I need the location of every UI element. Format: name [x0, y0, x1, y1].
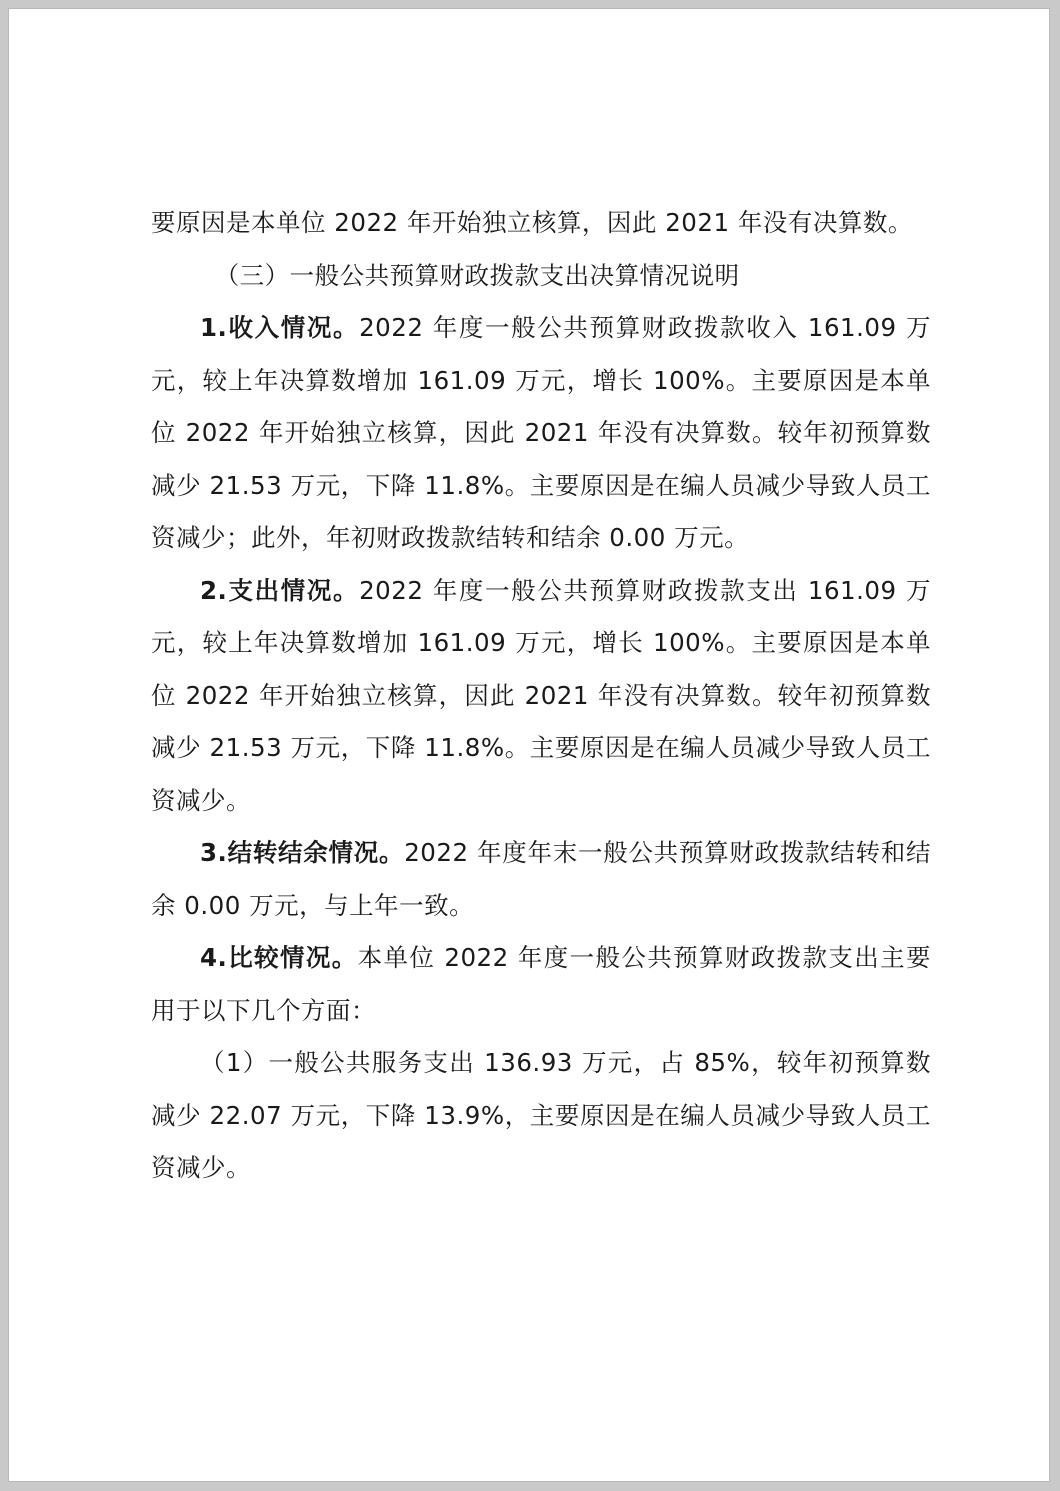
- paragraph-carryover: [151, 827, 931, 932]
- document-page: [8, 8, 1050, 1482]
- section-heading: （三）一般公共预算财政拨款支出决算情况说明: [214, 260, 740, 290]
- comparison-label: 4.比较情况。: [200, 943, 358, 972]
- comparison-text: 本单位 2022 年度一般公共预算财政拨款支出主要用于以下几个方面：: [151, 943, 931, 1025]
- income-label: 1.收入情况。: [200, 313, 360, 342]
- carryover-label: 3.结转结余情况。: [200, 838, 405, 867]
- paragraph-public-service: （1）一般公共服务支出 136.93 万元，占 85%，较年初预算数减少 22.07 万元，下降 13.9%，主要原因是在编人员减少导致人员工资减少。: [151, 1048, 931, 1182]
- income-text: 2022 年度一般公共预算财政拨款收入 161.09 万元，较上年决算数增加 161.09 万元，增长 100%。主要原因是本单位 2022 年开始独立核算，因此 2021 年没有决算数。较年初预算数减少 21.53 万元，下降 11.8%。主要原因是在编人员减少导致人员工资减少；此外，年初财政拨款结转和结余 0.00 万元。: [151, 313, 931, 552]
- paragraph-comparison: [151, 932, 931, 1037]
- paragraph-continuation: 要原因是本单位 2022 年开始独立核算，因此 2021 年没有决算数。: [151, 208, 913, 237]
- expenditure-label: 2.支出情况。: [200, 575, 360, 605]
- carryover-text: 2022 年度年末一般公共预算财政拨款结转和结余 0.00 万元，与上年一致。: [151, 838, 931, 920]
- paragraph-income: [151, 302, 931, 565]
- paragraph-expenditure: [151, 565, 931, 828]
- document-body: [151, 197, 931, 1195]
- expenditure-text: 2022 年度一般公共预算财政拨款支出 161.09 万元，较上年决算数增加 161.09 万元，增长 100%。主要原因是本单位 2022 年开始独立核算，因此 2021 年没有决算数。较年初预算数减少 21.53 万元，下降 11.8%。主要原因是在编人员减少导致人员工资减少。: [151, 575, 931, 815]
